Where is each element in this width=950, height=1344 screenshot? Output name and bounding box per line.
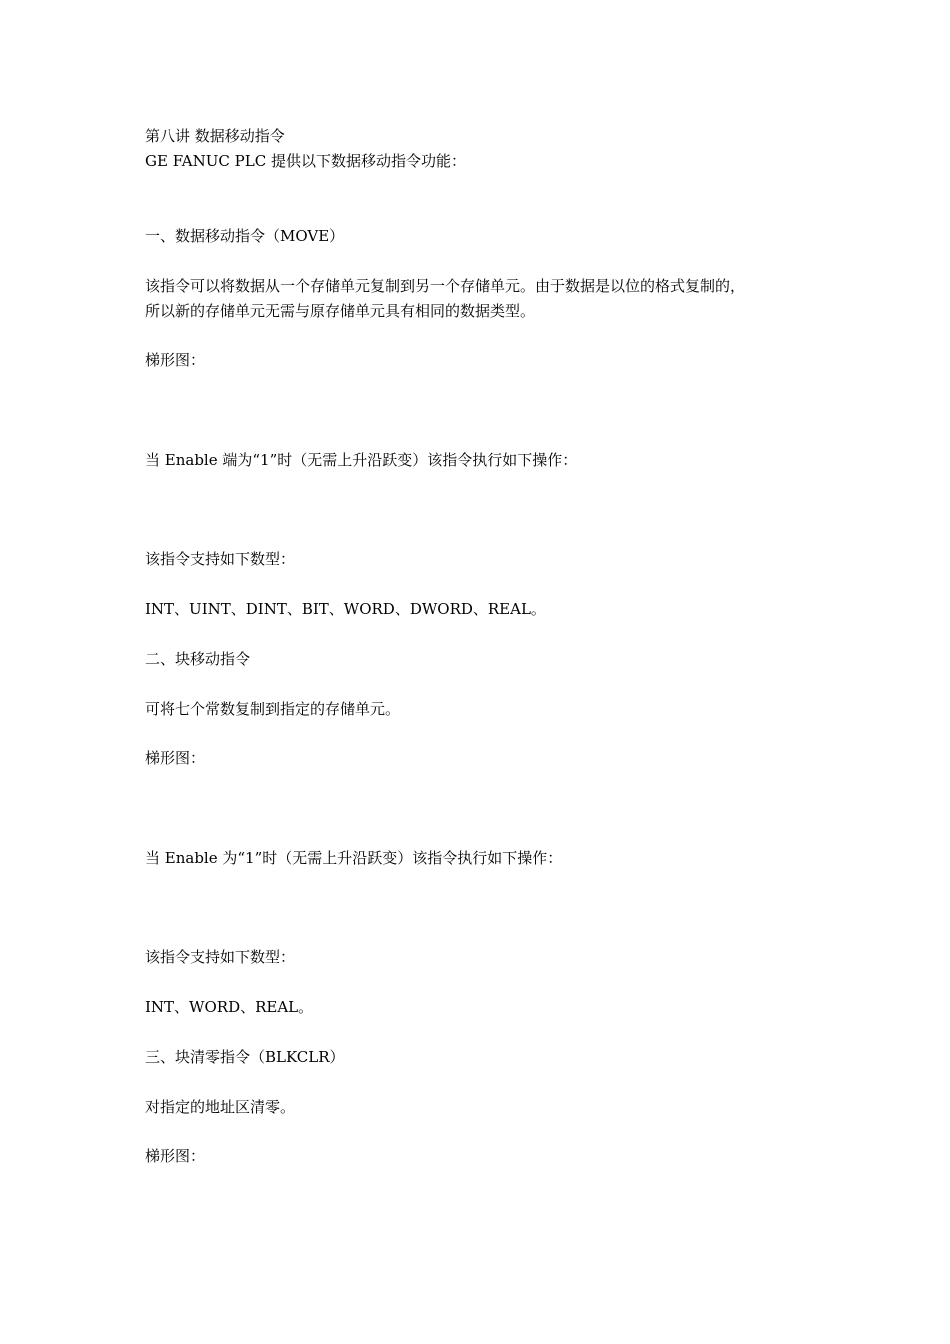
section1-desc-line1: 该指令可以将数据从一个存储单元复制到另一个存储单元。由于数据是以位的格式复制的， <box>145 277 746 295</box>
section2-enable-text: 当 Enable 为“1”时（无需上升沿跃变）该指令执行如下操作： <box>145 849 563 867</box>
section1-heading: 一、数据移动指令（MOVE） <box>145 227 345 245</box>
section1-ladder-label: 梯形图： <box>145 351 206 369</box>
section1-enable-text: 当 Enable 端为“1”时（无需上升沿跃变）该指令执行如下操作： <box>145 451 578 469</box>
section2-heading: 二、块移动指令 <box>145 650 251 668</box>
section1-desc-line2: 所以新的存储单元无需与原存储单元具有相同的数据类型。 <box>145 302 536 320</box>
section3-heading: 三、块清零指令（BLKCLR） <box>145 1048 345 1066</box>
section1-types-label: 该指令支持如下数型： <box>145 550 296 568</box>
section2-desc: 可将七个常数复制到指定的存储单元。 <box>145 700 401 718</box>
section1-types: INT、UINT、DINT、BIT、WORD、DWORD、REAL。 <box>145 600 546 618</box>
section2-types-label: 该指令支持如下数型： <box>145 948 296 966</box>
document-title: 第八讲 数据移动指令 <box>145 127 285 145</box>
intro-text: GE FANUC PLC 提供以下数据移动指令功能： <box>145 152 466 170</box>
section2-types: INT、WORD、REAL。 <box>145 998 314 1016</box>
section3-ladder-label: 梯形图： <box>145 1147 206 1165</box>
section2-ladder-label: 梯形图： <box>145 749 206 767</box>
section3-desc: 对指定的地址区清零。 <box>145 1098 296 1116</box>
